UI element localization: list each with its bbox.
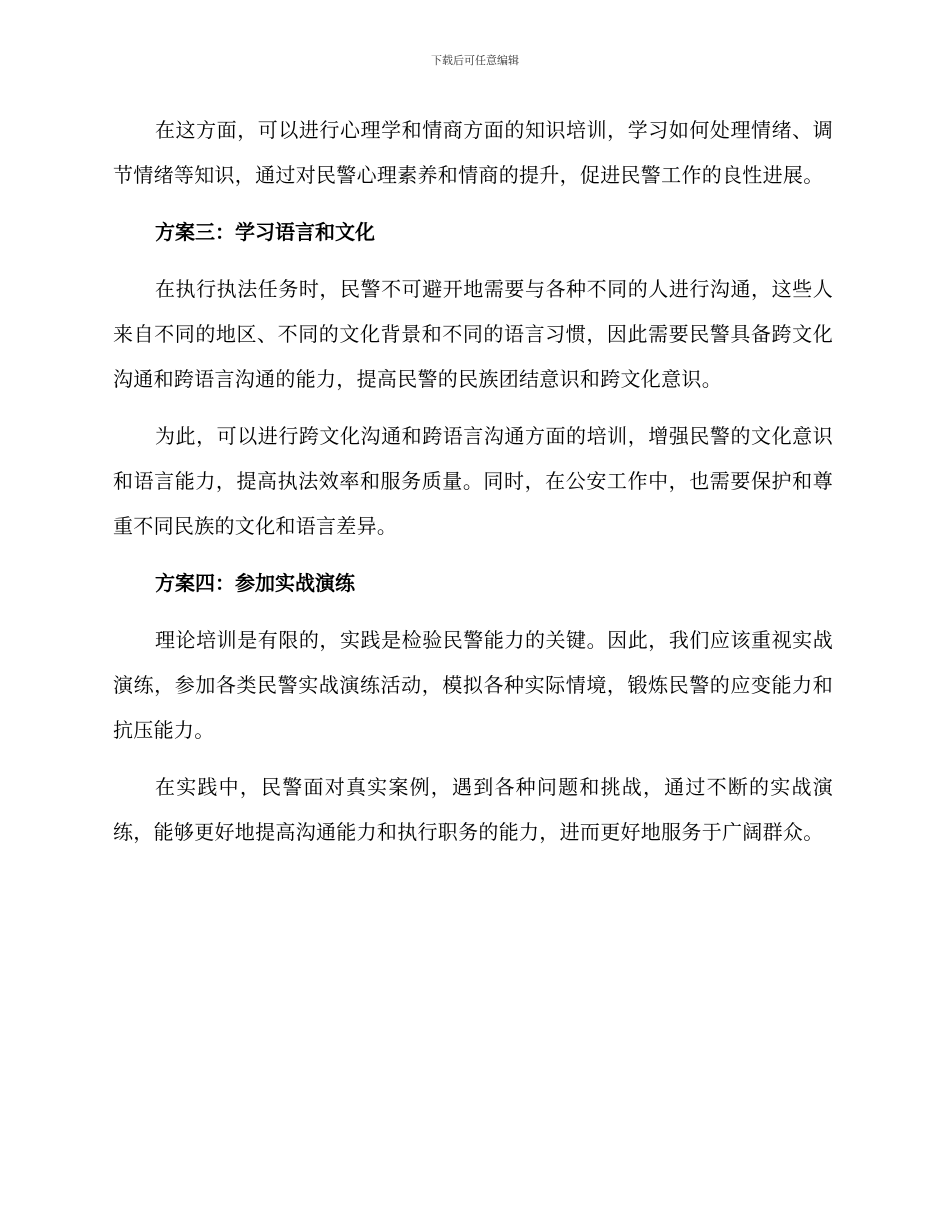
document-body — [113, 108, 833, 867]
paragraph-emotional-training: 在这方面，可以进行心理学和情商方面的知识培训，学习如何处理情绪、调节情绪等知识，通过对民警心理素养和情商的提升，促进民警工作的良性进展。 — [113, 118, 833, 187]
page-header: 下载后可任意编辑 — [431, 54, 519, 67]
paragraph-practice-drills: 理论培训是有限的，实践是检验民警能力的关键。因此，我们应该重视实战演练，参加各类民警实战演练活动，模拟各种实际情境，锻炼民警的应变能力和抗压能力。 — [113, 628, 833, 742]
paragraph-cross-cultural-need: 在执行执法任务时，民警不可避开地需要与各种不同的人进行沟通，这些人来自不同的地区、不同的文化背景和不同的语言习惯，因此需要民警具备跨文化沟通和跨语言沟通的能力，提高民警的民族团结意识和跨文化意识。 — [113, 277, 833, 391]
paragraph-cross-cultural-training: 为此，可以进行跨文化沟通和跨语言沟通方面的培训，增强民警的文化意识和语言能力，提高执法效率和服务质量。同时，在公安工作中，也需要保护和尊重不同民族的文化和语言差异。 — [113, 424, 833, 538]
paragraph-practice-benefits: 在实践中，民警面对真实案例，遇到各种问题和挑战，通过不断的实战演练，能够更好地提高沟通能力和执行职务的能力，进而更好地服务于广阔群众。 — [113, 775, 833, 844]
section-heading-plan-four: 方案四：参加实战演练 — [155, 571, 355, 595]
section-heading-plan-three: 方案三：学习语言和文化 — [155, 220, 375, 244]
